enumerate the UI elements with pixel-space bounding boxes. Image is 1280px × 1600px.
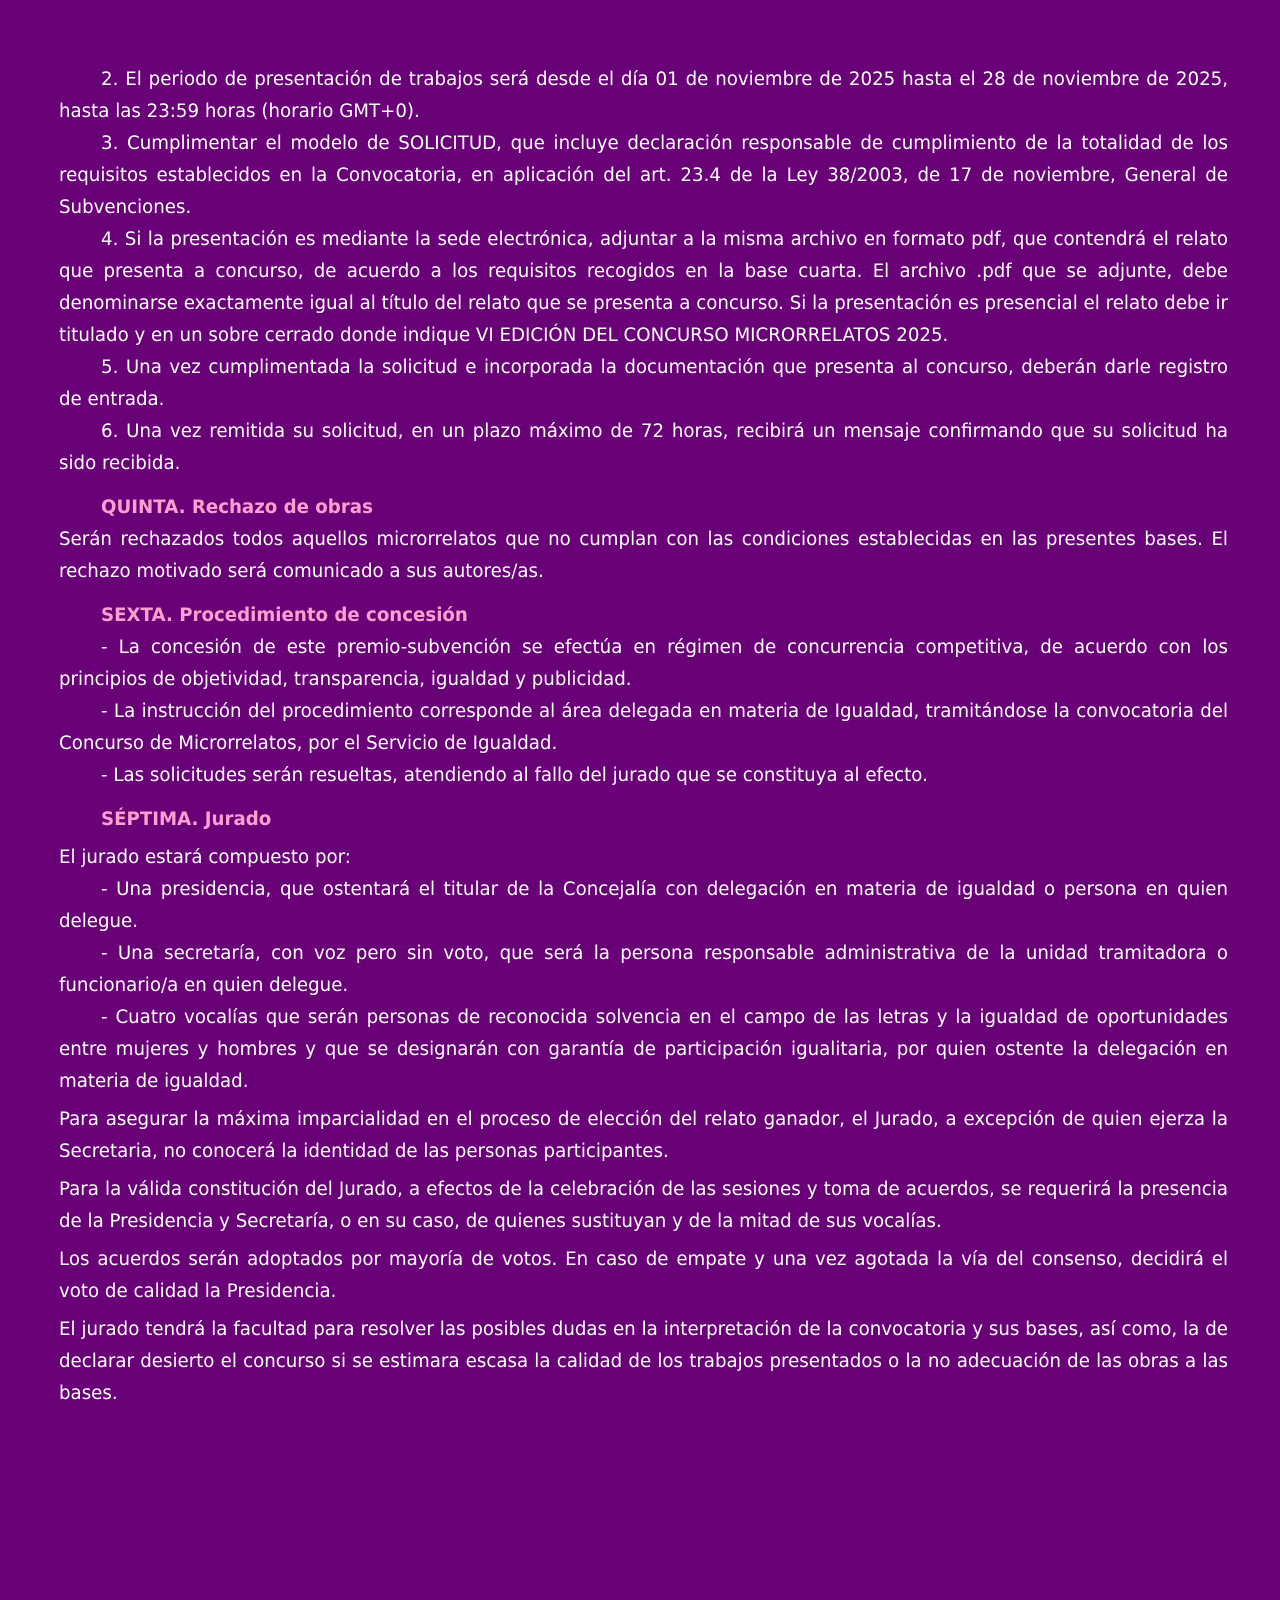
- list-item: - La instrucción del procedimiento corresponde al área delegada en materia de Igualdad, tramitándose la convocatoria del Concurso de Microrrelatos, por el Servicio de Igualdad.: [59, 701, 1228, 754]
- list-item: - La concesión de este premio-subvención se efectúa en régimen de concurrencia competitiva, de acuerdo con los principios de objetividad, transparencia, igualdad y publicidad.: [59, 637, 1228, 690]
- list-item: - Una presidencia, que ostentará el titular de la Concejalía con delegación en materia de igualdad o persona en quien delegue.: [59, 879, 1228, 932]
- list-item: 6. Una vez remitida su solicitud, en un plazo máximo de 72 horas, recibirá un mensaje confirmando que su solicitud ha sido recibida.: [59, 421, 1228, 474]
- list-item: 3. Cumplimentar el modelo de SOLICITUD, que incluye declaración responsable de cumplimiento de la totalidad de los requisitos establecidos en la Convocatoria, en aplicación del art. 23.4 de la Ley 38/2003, de 17 de noviembre, General de Subvenciones.: [59, 133, 1228, 218]
- paragraph: Serán rechazados todos aquellos microrrelatos que no cumplan con las condiciones establecidas en las presentes bases. El rechazo motivado será comunicado a sus autores/as.: [59, 529, 1228, 582]
- list-item: - Cuatro vocalías que serán personas de reconocida solvencia en el campo de las letras y la igualdad de oportunidades entre mujeres y hombres y que se designarán con garantía de participación igualitaria, por quien ostente la delegación en materia de igualdad.: [59, 1007, 1228, 1092]
- list-item: 5. Una vez cumplimentada la solicitud e incorporada la documentación que presenta al concurso, deberán darle registro de entrada.: [59, 357, 1228, 410]
- document-body: [59, 64, 1228, 1410]
- list-item: 4. Si la presentación es mediante la sede electrónica, adjuntar a la misma archivo en formato pdf, que contendrá el relato que presenta a concurso, de acuerdo a los requisitos recogidos en la base cuarta. El archivo .pdf que se adjunte, debe denominarse exactamente igual al título del relato que se presenta a concurso. Si la presentación es presencial el relato debe ir titulado y en un sobre cerrado donde indique VI EDICIÓN DEL CONCURSO MICRORRELATOS 2025.: [59, 229, 1228, 346]
- paragraph: Los acuerdos serán adoptados por mayoría de votos. En caso de empate y una vez agotada la vía del consenso, decidirá el voto de calidad la Presidencia.: [59, 1249, 1228, 1302]
- list-item: - Las solicitudes serán resueltas, atendiendo al fallo del jurado que se constituya al efecto.: [101, 765, 928, 786]
- section-heading-quinta: QUINTA. Rechazo de obras: [101, 497, 373, 518]
- section-heading-sexta: SEXTA. Procedimiento de concesión: [101, 605, 468, 626]
- list-item: 2. El periodo de presentación de trabajos será desde el día 01 de noviembre de 2025 hasta el 28 de noviembre de 2025, hasta las 23:59 horas (horario GMT+0).: [59, 69, 1228, 122]
- paragraph: Para asegurar la máxima imparcialidad en el proceso de elección del relato ganador, el Jurado, a excepción de quien ejerza la Secretaria, no conocerá la identidad de las personas participantes.: [59, 1109, 1228, 1162]
- paragraph: El jurado estará compuesto por:: [59, 847, 351, 868]
- section-heading-septima: SÉPTIMA. Jurado: [101, 809, 272, 830]
- paragraph: El jurado tendrá la facultad para resolver las posibles dudas en la interpretación de la convocatoria y sus bases, así como, la de declarar desierto el concurso si se estimara escasa la calidad de los trabajos presentados o la no adecuación de las obras a las bases.: [59, 1319, 1228, 1404]
- list-item: - Una secretaría, con voz pero sin voto, que será la persona responsable administrativa de la unidad tramitadora o funcionario/a en quien delegue.: [59, 943, 1228, 996]
- paragraph: Para la válida constitución del Jurado, a efectos de la celebración de las sesiones y toma de acuerdos, se requerirá la presencia de la Presidencia y Secretaría, o en su caso, de quienes sustituyan y de la mitad de sus vocalías.: [59, 1179, 1228, 1232]
